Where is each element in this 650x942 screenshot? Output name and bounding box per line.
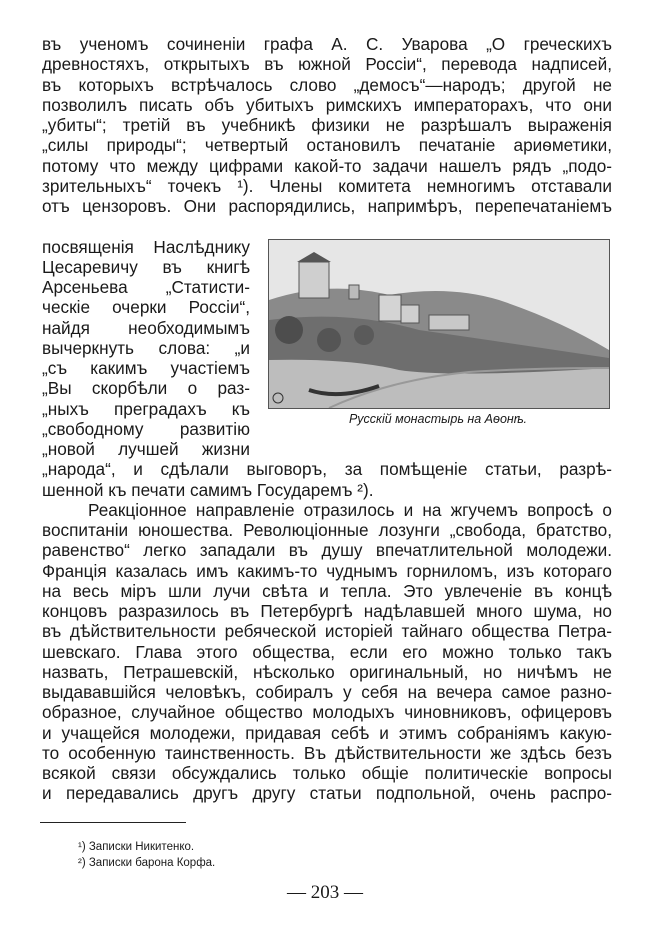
text-block-top [42, 34, 612, 216]
text-line: отъ цензоровъ. Они распорядились, напримѣръ, перепечатаніемъ [42, 196, 612, 216]
footnote-1: ¹) Записки Никитенко. [78, 841, 195, 853]
text-line: древностяхъ, открытыхъ въ южной Россіи“, перевода надписей, [42, 54, 612, 75]
text-line: концовъ разразилось въ Петербургѣ надѣлавшей много шума, но [42, 601, 612, 622]
text-line: воспитаніи юношества. Революціонные лозунги „свобода, братство, [42, 520, 612, 541]
monastery-landscape-image [269, 240, 609, 408]
text-block-bottom [42, 459, 612, 803]
text-line: на весь міръ шли лучи свѣта и тепла. Это увлеченіе въ концѣ [42, 580, 612, 601]
text-line: образное, случайное общество молодыхъ чиновниковъ, офицеровъ [42, 702, 612, 723]
text-line: посвященія Наслѣднику [42, 236, 250, 257]
text-line: Цесаревичу въ книгѣ [42, 256, 250, 277]
text-line: „народа“, и сдѣлали выговоръ, за помѣщеніе статьи, разрѣ- [42, 459, 612, 480]
text-block-beside-figure [42, 237, 250, 460]
figure-caption: Русскій монастырь на Аѳонѣ. [348, 412, 528, 426]
text-line: шенной къ печати самимъ Государемъ ²). [42, 479, 374, 500]
text-line: ческіе очерки Россіи“, [42, 297, 250, 318]
text-line: зрительныхъ“ точекъ ¹). Члены комитета немногимъ отставали [42, 175, 612, 196]
text-line: Реакціонное направленіе отразилось и на жгучемъ вопросѣ о [88, 499, 612, 520]
text-line: назвать, Петрашевскій, нѣсколько оригинальный, но ничѣмъ не [42, 661, 612, 682]
text-line: Франція казалась имъ какимъ-то чуднымъ горниломъ, изъ котораго [42, 560, 612, 581]
text-line: и учащейся молодежи, придавая себѣ и этимъ собраніямъ какую- [42, 722, 612, 743]
text-line: „ныхъ преградахъ къ [42, 398, 250, 419]
text-line: всякой связи обсуждались только общіе политическіе вопросы [42, 763, 612, 784]
text-line: въ ученомъ сочиненіи графа А. С. Уварова „О греческихъ [42, 34, 612, 54]
text-line: то особенную таинственность. Въ дѣйствительности же здѣсь безъ [42, 742, 612, 763]
text-line: вычеркнуть слова: „и [42, 337, 250, 358]
text-line: и передавались другъ другу статьи подпольной, очень распро- [42, 783, 612, 804]
text-line: „новой лучшей жизни [42, 439, 250, 459]
text-line: въ дѣйствительности ребяческой исторіей тайнаго общества Петра- [42, 621, 612, 642]
text-line: „силы природы“; четвертый остановилъ печатаніе ариѳметики, [42, 135, 612, 156]
footnote-2: ²) Записки барона Корфа. [78, 857, 216, 869]
text-line: позволилъ писать объ убитыхъ римскихъ императорахъ, что они [42, 94, 612, 115]
text-line: въ которыхъ встрѣчалось слово „демосъ“—народъ; другой не [42, 74, 612, 95]
text-line: найдя необходимымъ [42, 317, 250, 338]
text-line: „съ какимъ участіемъ [42, 358, 250, 378]
text-line: „Вы скорбѣли о раз- [42, 378, 250, 399]
page-number: — 203 — [287, 882, 363, 903]
text-line: Арсеньева „Статисти- [42, 277, 250, 297]
footnote-divider [40, 822, 186, 823]
text-line: „свободному развитію [42, 418, 250, 439]
illustration-monastery [268, 239, 610, 409]
text-line: „убиты“; третій въ учебникѣ физики не разрѣшалъ выраженія [42, 115, 612, 135]
text-line: потому что между цифрами какой-то задачи нашелъ рядъ „подо- [42, 155, 612, 176]
text-line: шевскаго. Глава этого общества, если его можно только такъ [42, 641, 612, 662]
text-line: равенство“ легко западали въ душу впечатлительной молодежи. [42, 540, 612, 561]
text-line: выдававшійся человѣкъ, собиралъ у себя на вечера самое разно- [42, 682, 612, 703]
